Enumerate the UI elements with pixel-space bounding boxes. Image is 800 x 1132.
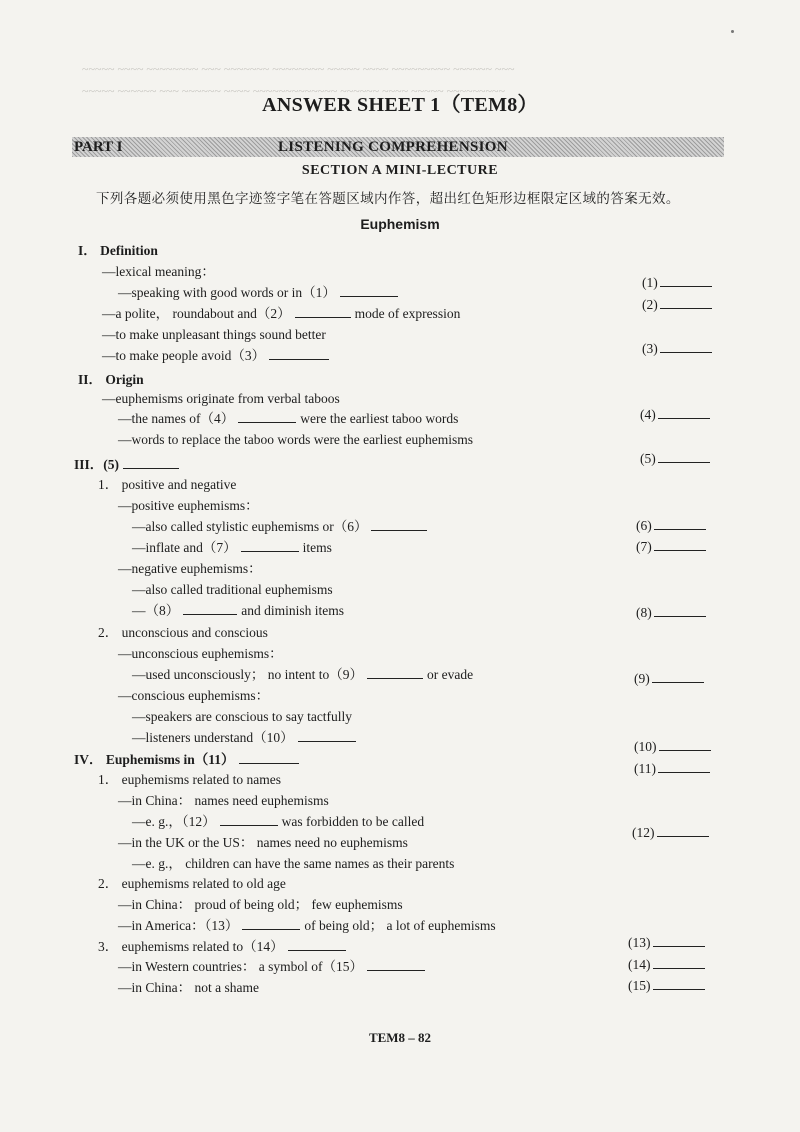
outline-line bbox=[118, 979, 259, 997]
line-text: —a polite， roundabout and（2） bbox=[102, 306, 291, 321]
answer-number: (9) bbox=[634, 671, 650, 686]
line-text: —speaking with good words or in（1） bbox=[118, 285, 336, 300]
outline-line bbox=[74, 456, 183, 474]
part-banner bbox=[72, 137, 724, 157]
answer-line[interactable] bbox=[653, 956, 705, 969]
line-text: I． Definition bbox=[78, 243, 158, 258]
outline-line bbox=[102, 390, 340, 408]
answer-slot[interactable] bbox=[642, 296, 712, 314]
instruction-text: 下列各题必须使用黑色字迹签字笔在答题区域内作答，超出红色矩形边框限定区域的答案无效。 bbox=[96, 191, 680, 207]
outline-line bbox=[98, 476, 236, 494]
answer-number: (12) bbox=[632, 825, 655, 840]
line-text: —in America：（13） bbox=[118, 918, 239, 933]
outline-line bbox=[132, 581, 333, 599]
answer-number: (15) bbox=[628, 978, 651, 993]
outline-line bbox=[132, 855, 454, 873]
outline-line bbox=[102, 347, 333, 365]
line-text: items bbox=[302, 540, 332, 555]
outline-line bbox=[132, 539, 332, 557]
answer-slot[interactable] bbox=[628, 934, 705, 952]
line-text: —listeners understand（10） bbox=[132, 730, 294, 745]
line-text: —（8） bbox=[132, 603, 180, 618]
line-text: —to make unpleasant things sound better bbox=[102, 327, 326, 342]
fill-in-blank bbox=[367, 666, 423, 679]
answer-slot[interactable] bbox=[628, 977, 705, 995]
bleed-through-text: ~~~~~ ~~~~ ~~~~~~~~ ~~~ ~~~~~~~ ~~~~~~~~ ~~~~~ ~~~~ ~~~~~~~~~ ~~~~~~ ~~~ bbox=[82, 62, 515, 76]
line-text: —in China： proud of being old； few euphemisms bbox=[118, 897, 403, 912]
fill-in-blank bbox=[340, 284, 398, 297]
outline-line bbox=[118, 917, 496, 935]
outline-line bbox=[118, 431, 473, 449]
fill-in-blank bbox=[123, 456, 179, 469]
answer-line[interactable] bbox=[660, 274, 712, 287]
answer-line[interactable] bbox=[658, 406, 710, 419]
line-text: III．(5) bbox=[74, 457, 120, 472]
outline-line bbox=[118, 687, 269, 705]
line-text: of being old； a lot of euphemisms bbox=[304, 918, 496, 933]
answer-line[interactable] bbox=[659, 738, 711, 751]
answer-slot[interactable] bbox=[642, 274, 712, 292]
line-text: —in China： not a shame bbox=[118, 980, 259, 995]
line-text: —in the UK or the US： names need no euphemisms bbox=[118, 835, 408, 850]
answer-number: (3) bbox=[642, 341, 658, 356]
answer-number: (11) bbox=[634, 761, 656, 776]
line-text: 2． euphemisms related to old age bbox=[98, 876, 286, 891]
fill-in-blank bbox=[242, 917, 300, 930]
line-text: —inflate and（7） bbox=[132, 540, 237, 555]
line-text: —euphemisms originate from verbal taboos bbox=[102, 391, 340, 406]
answer-number: (2) bbox=[642, 297, 658, 312]
answer-line[interactable] bbox=[658, 450, 710, 463]
fill-in-blank bbox=[288, 938, 346, 951]
outline-line bbox=[78, 242, 158, 260]
line-text: were the earliest taboo words bbox=[300, 411, 459, 426]
line-text: IV． Euphemisms in（11） bbox=[74, 752, 235, 767]
line-text: and diminish items bbox=[241, 603, 344, 618]
outline-line bbox=[118, 958, 429, 976]
outline-line bbox=[98, 875, 286, 893]
answer-number: (4) bbox=[640, 407, 656, 422]
outline-line bbox=[132, 729, 360, 747]
line-text: —positive euphemisms： bbox=[118, 498, 259, 513]
outline-line bbox=[132, 708, 352, 726]
answer-slot[interactable] bbox=[636, 517, 706, 535]
outline-line bbox=[118, 645, 283, 663]
line-text: mode of expression bbox=[354, 306, 461, 321]
outline-line bbox=[74, 751, 303, 769]
line-text: —in China： names need euphemisms bbox=[118, 793, 329, 808]
answer-slot[interactable] bbox=[634, 670, 704, 688]
line-text: —the names of（4） bbox=[118, 411, 235, 426]
speck bbox=[731, 30, 734, 33]
answer-line[interactable] bbox=[654, 538, 706, 551]
answer-number: (13) bbox=[628, 935, 651, 950]
answer-line[interactable] bbox=[654, 604, 706, 617]
line-text: II． Origin bbox=[78, 372, 144, 387]
outline-line bbox=[118, 792, 329, 810]
answer-number: (8) bbox=[636, 605, 652, 620]
answer-line[interactable] bbox=[654, 517, 706, 530]
answer-number: (6) bbox=[636, 518, 652, 533]
answer-slot[interactable] bbox=[628, 956, 705, 974]
fill-in-blank bbox=[241, 539, 299, 552]
line-text: —words to replace the taboo words were the earliest euphemisms bbox=[118, 432, 474, 447]
fill-in-blank bbox=[220, 813, 278, 826]
answer-number: (14) bbox=[628, 957, 651, 972]
line-text: —unconscious euphemisms： bbox=[118, 646, 283, 661]
line-text: or evade bbox=[426, 667, 474, 682]
answer-slot[interactable] bbox=[634, 760, 710, 778]
answer-slot[interactable] bbox=[640, 450, 710, 468]
line-text: —e. g.， children can have the same names as their parents bbox=[132, 856, 455, 871]
fill-in-blank bbox=[298, 729, 356, 742]
outline-line bbox=[118, 410, 458, 428]
fill-in-blank bbox=[371, 518, 427, 531]
page-title: ANSWER SHEET 1（TEM8） bbox=[262, 94, 538, 116]
outline-line bbox=[102, 326, 326, 344]
line-text: —also called stylistic euphemisms or（6） bbox=[132, 519, 368, 534]
answer-slot[interactable] bbox=[634, 738, 711, 756]
outline-line bbox=[118, 896, 403, 914]
answer-line[interactable] bbox=[658, 760, 710, 773]
line-text: —lexical meaning： bbox=[102, 264, 215, 279]
answer-line[interactable] bbox=[660, 296, 712, 309]
line-text: was forbidden to be called bbox=[281, 814, 425, 829]
outline-line bbox=[98, 771, 281, 789]
outline-line bbox=[132, 666, 473, 684]
outline-line bbox=[118, 497, 259, 515]
answer-slot[interactable] bbox=[640, 406, 710, 424]
answer-line[interactable] bbox=[653, 977, 705, 990]
part-label: PART I bbox=[74, 139, 123, 155]
outline-line bbox=[118, 284, 402, 302]
line-text: —conscious euphemisms： bbox=[118, 688, 270, 703]
outline-line bbox=[118, 834, 408, 852]
section-title: SECTION A MINI-LECTURE bbox=[301, 163, 499, 178]
line-text: —speakers are conscious to say tactfully bbox=[132, 709, 353, 724]
outline-line bbox=[102, 263, 215, 281]
line-text: —in Western countries： a symbol of（15） bbox=[118, 959, 364, 974]
line-text: 2． unconscious and conscious bbox=[98, 625, 268, 640]
part-title: LISTENING COMPREHENSION bbox=[278, 139, 508, 155]
outline-line bbox=[132, 602, 344, 620]
line-text: —negative euphemisms： bbox=[118, 561, 262, 576]
page-footer: TEM8 – 82 bbox=[368, 1030, 432, 1045]
lecture-title: Euphemism bbox=[360, 216, 440, 232]
answer-number: (7) bbox=[636, 539, 652, 554]
answer-slot[interactable] bbox=[636, 604, 706, 622]
fill-in-blank bbox=[367, 958, 425, 971]
answer-line[interactable] bbox=[652, 670, 704, 683]
answer-number: (1) bbox=[642, 275, 658, 290]
answer-slot[interactable] bbox=[642, 340, 712, 358]
outline-line bbox=[98, 938, 350, 956]
outline-line bbox=[132, 813, 424, 831]
fill-in-blank bbox=[238, 410, 296, 423]
fill-in-blank bbox=[183, 602, 237, 615]
line-text: 1． euphemisms related to names bbox=[98, 772, 281, 787]
outline-line bbox=[78, 371, 144, 389]
outline-line bbox=[98, 624, 268, 642]
fill-in-blank bbox=[239, 751, 299, 764]
line-text: —e. g.，（12） bbox=[132, 814, 216, 829]
answer-number: (5) bbox=[640, 451, 656, 466]
answer-slot[interactable] bbox=[636, 538, 706, 556]
outline-line bbox=[102, 305, 460, 323]
outline-line bbox=[118, 560, 262, 578]
answer-line[interactable] bbox=[653, 934, 705, 947]
line-text: —also called traditional euphemisms bbox=[132, 582, 333, 597]
answer-line[interactable] bbox=[660, 340, 712, 353]
answer-number: (10) bbox=[634, 739, 657, 754]
line-text: 3． euphemisms related to（14） bbox=[98, 939, 284, 954]
line-text: 1． positive and negative bbox=[98, 477, 237, 492]
line-text: —used unconsciously； no intent to（9） bbox=[132, 667, 363, 682]
line-text: —to make people avoid（3） bbox=[102, 348, 266, 363]
fill-in-blank bbox=[295, 305, 351, 318]
fill-in-blank bbox=[269, 347, 329, 360]
answer-slot[interactable] bbox=[632, 824, 709, 842]
bleed-through-text: ~~~~~ ~~~~~~ ~~~ ~~~~~~ ~~~~ ~~~~~~~~~~~~~ ~~~~~~ ~~~~ ~~~~~ ~~~~~~~~~ bbox=[82, 84, 506, 98]
answer-line[interactable] bbox=[657, 824, 709, 837]
outline-line bbox=[132, 518, 431, 536]
